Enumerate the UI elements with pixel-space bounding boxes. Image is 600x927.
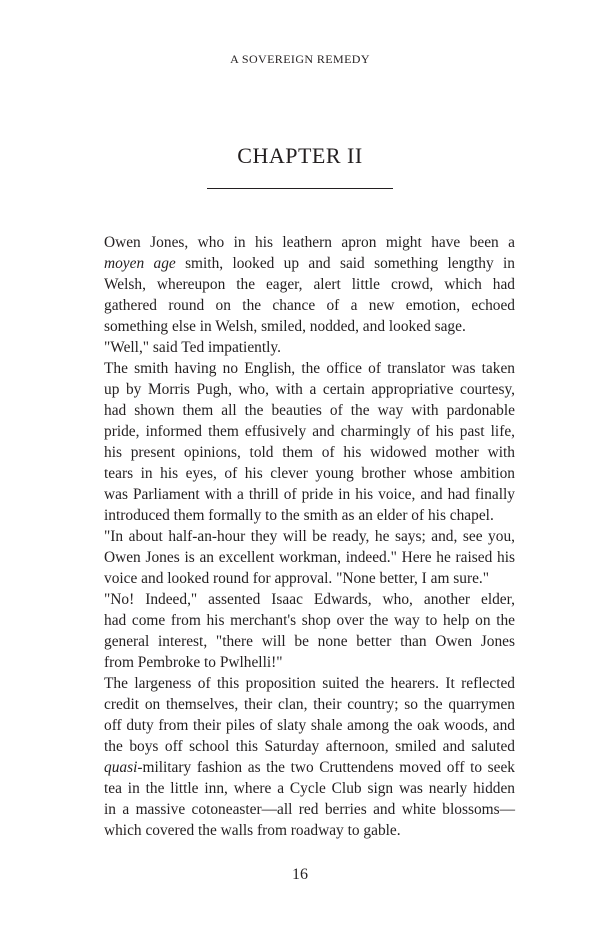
body-text bbox=[104, 232, 515, 841]
text-line bbox=[104, 505, 515, 526]
text-run: "No! Indeed," assented Isaac Edwards, who, another elder, bbox=[104, 591, 515, 608]
text-line bbox=[104, 463, 515, 484]
text-run: the boys off school this Saturday afternoon, smiled and saluted bbox=[104, 738, 515, 755]
text-run: credit on themselves, their clan, their country; so the quarrymen bbox=[104, 696, 515, 713]
text-line bbox=[104, 337, 515, 358]
text-run: pride, informed them effusively and charmingly of his past life, bbox=[104, 423, 515, 440]
text-run: tea in the little inn, where a Cycle Club sign was nearly hidden bbox=[104, 780, 515, 797]
text-line bbox=[104, 589, 515, 610]
text-line bbox=[104, 673, 515, 694]
text-run: gathered round on the chance of a new emotion, echoed bbox=[104, 297, 515, 314]
text-run: which covered the walls from roadway to gable. bbox=[104, 822, 401, 839]
paragraph bbox=[104, 358, 515, 526]
paragraph bbox=[104, 589, 515, 673]
text-run: "In about half-an-hour they will be ready, he says; and, see you, bbox=[104, 528, 515, 545]
paragraph bbox=[104, 337, 515, 358]
text-run: The smith having no English, the office of translator was taken bbox=[104, 360, 515, 377]
text-line bbox=[104, 631, 515, 652]
text-run: introduced them formally to the smith as an elder of his chapel. bbox=[104, 507, 494, 524]
text-line bbox=[104, 253, 515, 274]
paragraph bbox=[104, 673, 515, 841]
text-line bbox=[104, 526, 515, 547]
text-run: his present opinions, told them of his widowed mother with bbox=[104, 444, 515, 461]
page-number: 16 bbox=[292, 866, 308, 883]
text-line bbox=[104, 757, 515, 778]
text-line bbox=[104, 736, 515, 757]
text-run: in a massive cotoneaster—all red berries and white blossoms— bbox=[104, 801, 515, 818]
text-line bbox=[104, 316, 515, 337]
text-line bbox=[104, 232, 515, 253]
text-run: up by Morris Pugh, who, with a certain appropriative courtesy, bbox=[104, 381, 515, 398]
text-run: something else in Welsh, smiled, nodded, and looked sage. bbox=[104, 318, 466, 335]
text-run: "Well," said Ted impatiently. bbox=[104, 339, 281, 356]
text-run: off duty from their piles of slaty shale among the oak woods, and bbox=[104, 717, 515, 734]
text-run: was Parliament with a thrill of pride in his voice, and had finally bbox=[104, 486, 515, 503]
text-line bbox=[104, 358, 515, 379]
text-run: voice and looked round for approval. "None better, I am sure." bbox=[104, 570, 490, 587]
paragraph bbox=[104, 526, 515, 589]
text-line bbox=[104, 652, 515, 673]
text-line bbox=[104, 547, 515, 568]
text-run: had shown them all the beauties of the way with pardonable bbox=[104, 402, 515, 419]
text-line bbox=[104, 715, 515, 736]
running-head: A SOVEREIGN REMEDY bbox=[230, 52, 370, 66]
text-line bbox=[104, 442, 515, 463]
text-run: smith, looked up and said something lengthy in bbox=[175, 255, 515, 272]
text-run: tears in his eyes, of his clever young brother whose ambition bbox=[104, 465, 515, 482]
text-line bbox=[104, 820, 515, 841]
text-run: The largeness of this proposition suited the hearers. It reflected bbox=[104, 675, 515, 692]
text-line bbox=[104, 400, 515, 421]
text-run: -military fashion as the two Cruttendens moved off to seek bbox=[137, 759, 515, 776]
text-line bbox=[104, 799, 515, 820]
text-run: Owen Jones, who in his leathern apron might have been a bbox=[104, 234, 515, 251]
text-line bbox=[104, 295, 515, 316]
text-run: Owen Jones is an excellent workman, indeed." Here he raised his bbox=[104, 549, 515, 566]
text-line bbox=[104, 379, 515, 400]
text-line bbox=[104, 568, 515, 589]
text-line bbox=[104, 778, 515, 799]
text-line bbox=[104, 484, 515, 505]
chapter-rule-divider bbox=[207, 188, 393, 189]
italic-phrase: quasi bbox=[104, 759, 138, 776]
text-line bbox=[104, 694, 515, 715]
text-run: from Pembroke to Pwlhelli!" bbox=[104, 654, 283, 671]
text-line bbox=[104, 421, 515, 442]
paragraph bbox=[104, 232, 515, 337]
text-run: Welsh, whereupon the eager, alert little crowd, which had bbox=[104, 276, 515, 293]
text-line bbox=[104, 610, 515, 631]
text-run: had come from his merchant's shop over the way to help on the bbox=[104, 612, 515, 629]
chapter-title: CHAPTER II bbox=[237, 143, 363, 168]
italic-phrase: moyen age bbox=[104, 255, 176, 272]
text-run: general interest, "there will be none better than Owen Jones bbox=[104, 633, 515, 650]
text-line bbox=[104, 274, 515, 295]
